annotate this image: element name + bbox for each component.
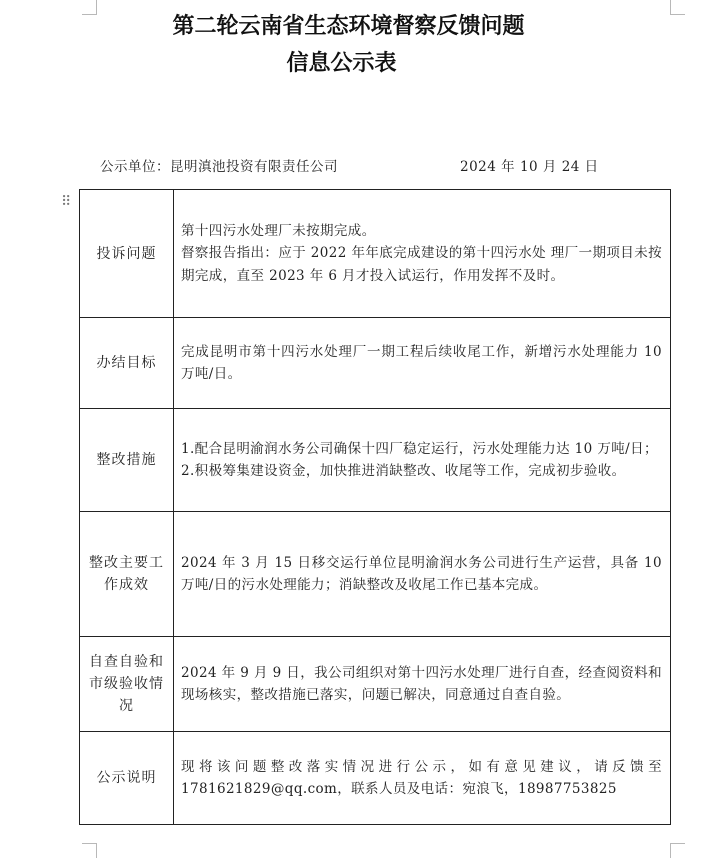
table-move-handle-icon[interactable]: ⠿ — [61, 194, 70, 210]
table-row — [80, 732, 671, 825]
row-label: 投诉问题 — [80, 190, 174, 318]
table-row — [80, 318, 671, 409]
content-paragraph: 第十四污水处理厂未按期完成。 — [181, 222, 376, 239]
unit-label: 公示单位： — [100, 159, 170, 175]
page-corner-mark — [670, 843, 685, 858]
content-paragraph: 2.积极筹集建设资金，加快推进消缺整改、收尾等工作，完成初步验收。 — [181, 463, 626, 479]
row-label: 办结目标 — [80, 318, 174, 409]
row-content — [174, 190, 671, 318]
row-content — [174, 637, 671, 732]
publishing-unit — [100, 155, 338, 175]
unit-name: 昆明滇池投资有限责任公司 — [170, 159, 338, 175]
content-paragraph: 1.配合昆明渝润水务公司确保十四厂稳定运行，污水处理能力达 10 万吨/日； — [181, 440, 658, 457]
content-paragraph: 督察报告指出：应于 2022 年年底完成建设的第十四污水处 理厂一期项目未按期完成，直至 2023 年 6 月才投入试运行，作用发挥不及时。 — [181, 245, 662, 284]
table-row — [80, 190, 671, 318]
info-table — [79, 189, 671, 825]
page-corner-mark — [82, 843, 97, 858]
document-title-line2: 信息公示表 — [286, 51, 397, 76]
row-label: 公示说明 — [80, 732, 174, 825]
publish-date: 2024 年 10 月 24 日 — [460, 159, 599, 175]
row-label: 自查自验和市级验收情况 — [80, 637, 174, 732]
row-label: 整改主要工作成效 — [80, 512, 174, 637]
content-paragraph: 现将该问题整改落实情况进行公示，如有意见建议，请反馈至 1781621829@qq.com，联系人员及电话：宛浪飞，18987753825 — [181, 758, 662, 797]
table-row — [80, 637, 671, 732]
row-content — [174, 409, 671, 512]
table-row — [80, 409, 671, 512]
row-content — [174, 318, 671, 409]
content-paragraph: 完成昆明市第十四污水处理厂一期工程后续收尾工作，新增污水处理能力 10 万吨/日。 — [181, 343, 662, 382]
row-label: 整改措施 — [80, 409, 174, 512]
content-paragraph: 2024 年 9 月 9 日，我公司组织对第十四污水处理厂进行自查，经查阅资料和现场核实，整改措施已落实，问题已解决，同意通过自查自验。 — [181, 664, 662, 703]
content-paragraph: 2024 年 3 月 15 日移交运行单位昆明渝润水务公司进行生产运营，具备 10 万吨/日的污水处理能力；消缺整改及收尾工作已基本完成。 — [181, 554, 662, 593]
row-content — [174, 732, 671, 825]
row-content — [174, 512, 671, 637]
document-title-line1: 第二轮云南省生态环境督察反馈问题 — [172, 14, 525, 39]
table-row — [80, 512, 671, 637]
